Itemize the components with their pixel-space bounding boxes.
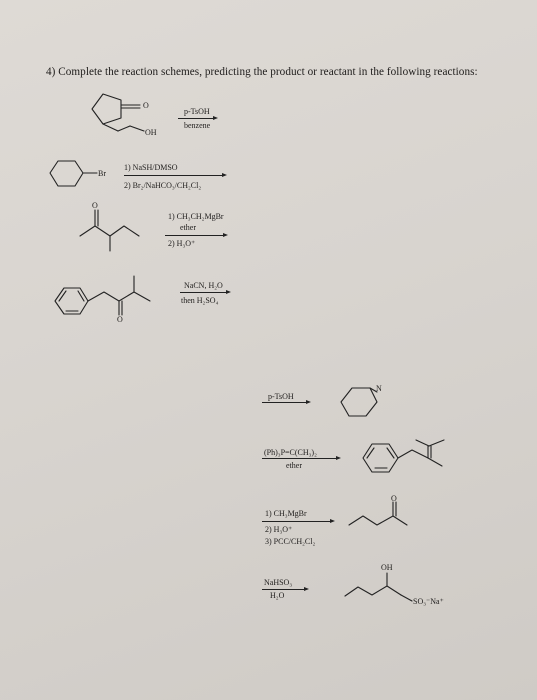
rxn7-step2: 2) H₃O⁺ bbox=[265, 525, 293, 534]
rxn5-n-label: N bbox=[376, 384, 382, 393]
rxn7-product-structure bbox=[349, 502, 407, 525]
rxn2-step2: 2) Br₂/NaHCO₃/CH₂Cl₂ bbox=[124, 181, 202, 190]
rxn5-reagent-top: p-TsOH bbox=[268, 392, 294, 401]
rxn2-reactant-structure bbox=[50, 161, 97, 186]
rxn2-br-label: Br bbox=[98, 169, 106, 178]
rxn1-reagent-bottom: benzene bbox=[184, 121, 211, 130]
rxn7-carbonyl-o: O bbox=[391, 494, 397, 503]
rxn3-reactant-structure bbox=[80, 210, 139, 251]
rxn8-sulfonate-label: SO₃⁻Na⁺ bbox=[413, 597, 444, 606]
rxn6-reagent-bottom: ether bbox=[286, 461, 302, 470]
rxn1-carbonyl-o: O bbox=[143, 101, 149, 110]
rxn5-arrow bbox=[262, 402, 308, 403]
rxn3-step1-solvent: ether bbox=[180, 223, 196, 232]
rxn1-oh-label: OH bbox=[145, 128, 157, 137]
rxn4-arrow bbox=[180, 292, 228, 293]
rxn2-arrow bbox=[124, 175, 224, 176]
rxn5-product-structure bbox=[341, 388, 377, 416]
question-title: 4) Complete the reaction schemes, predicting the product or reactant in the following reactions: bbox=[46, 66, 478, 78]
rxn4-reactant-structure bbox=[55, 276, 150, 315]
rxn7-arrow bbox=[262, 521, 332, 522]
rxn8-product-structure bbox=[345, 573, 412, 601]
rxn8-reagent-bottom: H₂O bbox=[270, 591, 285, 600]
rxn3-arrow bbox=[165, 235, 225, 236]
rxn1-arrow bbox=[178, 118, 215, 119]
rxn1-reactant-structure bbox=[92, 94, 144, 131]
rxn4-reagent-bottom: then H₂SO₄ bbox=[181, 296, 219, 305]
rxn3-step1: 1) CH₃CH₂MgBr bbox=[168, 212, 224, 221]
rxn6-product-structure bbox=[363, 440, 444, 472]
rxn8-reagent-top: NaHSO₃ bbox=[264, 578, 293, 587]
rxn1-reagent-top: p-TsOH bbox=[184, 107, 210, 116]
rxn7-step1: 1) CH₃MgBr bbox=[265, 509, 307, 518]
rxn4-reagent-top: NaCN, H₂O bbox=[184, 281, 223, 290]
rxn2-step1: 1) NaSH/DMSO bbox=[124, 163, 178, 172]
rxn8-oh-label: OH bbox=[381, 563, 393, 572]
rxn3-carbonyl-o: O bbox=[92, 201, 98, 210]
rxn3-step2: 2) H₃O⁺ bbox=[168, 239, 196, 248]
rxn6-reagent-top: (Ph)₃P=C(CH₃)₂ bbox=[264, 448, 317, 457]
rxn7-step3: 3) PCC/CH₂Cl₂ bbox=[265, 537, 316, 546]
rxn4-carbonyl-o: O bbox=[117, 315, 123, 324]
rxn6-arrow bbox=[262, 458, 338, 459]
